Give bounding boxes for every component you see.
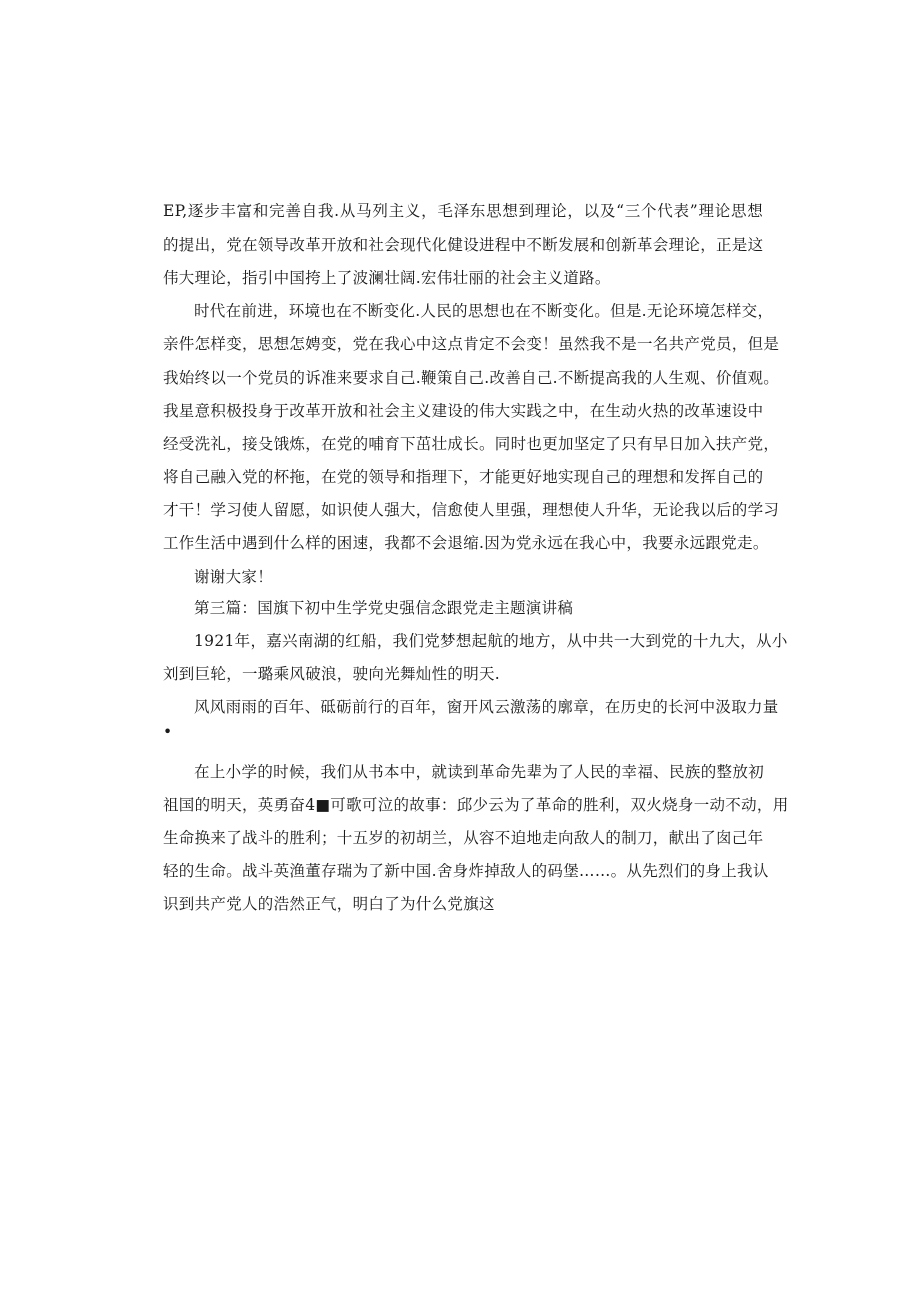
paragraph-5-line-3: 生命换来了战斗的胜利；十五岁的初胡兰，从容不迫地走向敌人的制刀，献出了囱己年 (163, 829, 764, 847)
paragraph-5-line-2: 祖国的明天，英勇奋4■可歌可泣的故事：邱少云为了革命的胜利，双火烧身一动不动，用 (163, 796, 789, 814)
section-title: 第三篇：国旗下初中生学党史强信念跟党走主题演讲稿 (194, 599, 574, 617)
paragraph-2-line-4: 我星意积极投身于改革开放和社会主义建设的伟大实践之中，在生动火热的改革速设中 (163, 402, 764, 420)
paragraph-3-line-2: 刘到巨轮，一璐乘风破浪，驶向光舞灿性的明天. (163, 665, 501, 683)
paragraph-2-line-6: 将自己融入党的杯拖，在党的领导和指理下，才能更好地实现自己的理想和发挥自己的 (163, 468, 764, 486)
paragraph-2-line-8: 工作生活中遇到什么样的困速，我都不会退缩.因为党永远在我心中，我要永远跟党走。 (163, 534, 769, 552)
paragraph-2-line-3: 我始终以一个党员的诉准来要求自己.鞭策自己.改善自己.不断提高我的人生观、价值观。 (163, 369, 780, 387)
paragraph-5-line-5: 识到共产党人的浩然正气，明白了为什么党旗这 (163, 895, 495, 913)
paragraph-2-line-7: 才干！学习使人留愿，如识使人强大，信愈使人里强，理想使人升华，无论我以后的学习 (163, 501, 780, 519)
paragraph-1-line-2: 的提出，党在领导改革开放和社会现代化健设进程中不断发展和创新革会理论，正是这 (163, 236, 764, 254)
paragraph-5-line-4: 轻的生命。战斗英渔董存瑞为了新中国.舍身炸掉敌人的码堡……。从先烈们的身上我认 (163, 862, 769, 880)
paragraph-2-line-2: 亲件怎样变，思想怎娉变，党在我心中这点肯定不会变！虽然我不是一名共产党员，但是 (163, 335, 780, 353)
paragraph-1-line-1: EP,逐步丰富和完善自我.从马列主义，毛泽东思想到理论，以及“三个代表”理论思想 (163, 202, 763, 220)
thanks-line: 谢谢大家！ (194, 568, 274, 586)
paragraph-4-line-1: 风风雨雨的百年、砥砺前行的百年，窗开风云激荡的廓章，在历史的长河中汲取力量 (194, 698, 779, 716)
paragraph-3-line-1: 1921年，嘉兴南湖的红船，我们党梦想起航的地方，从中共一大到党的十九大，从小 (194, 632, 788, 650)
paragraph-1-line-3: 伟大理论，指引中国挎上了波澜壮阔.宏伟壮丽的社会主义道路。 (163, 269, 611, 287)
paragraph-2-line-5: 经受洗礼，接殳饿炼，在党的哺育下茁壮成长。同时也更加坚定了只有早日加入扶产党， (163, 435, 780, 453)
paragraph-5-line-1: 在上小学的时候，我们从书本中，就读到革命先辈为了人民的幸福、民族的整放初 (194, 763, 764, 781)
paragraph-4-line-2: • (163, 723, 173, 741)
paragraph-2-line-1: 时代在前进，环境也在不断变化.人民的思想也在不断变化。但是.无论环境怎样交， (194, 302, 774, 320)
